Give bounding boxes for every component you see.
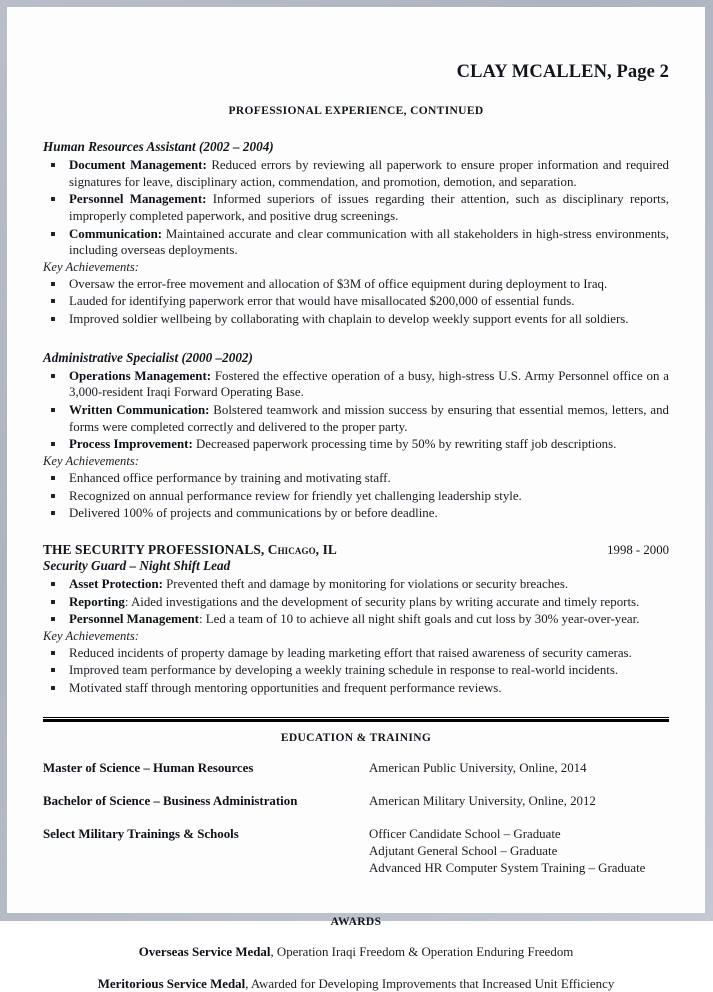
- bullet-lead-label: Process Improvement:: [69, 437, 193, 452]
- list-item: Reduced incidents of property damage by leading marketing effort that raised awareness of security cameras.: [43, 645, 669, 662]
- key-achievements-list: [43, 276, 669, 328]
- key-achievements-list: [43, 645, 669, 697]
- bullet-lead-label: Document Management:: [69, 158, 207, 172]
- list-item: Improved soldier wellbeing by collaborating with chaplain to develop weekly support events for all soldiers.: [43, 311, 669, 328]
- bullet-lead-label: Reporting: [69, 594, 125, 609]
- education-section: [43, 732, 669, 878]
- bullet-text: Reduced errors by reviewing all paperwork to ensure proper information and required signatures for leave, disciplinary action, commendation, and promotion, demotion, and separation.: [69, 158, 669, 189]
- bullet-lead-label: Written Communication:: [69, 403, 210, 418]
- job-title: Human Resources Assistant (2002 – 2004): [43, 139, 274, 154]
- award-description: , Operation Iraqi Freedom & Operation Enduring Freedom: [270, 944, 574, 959]
- bullet-lead-label: Personnel Management:: [69, 192, 207, 207]
- job-entry-human-resources-assistant: [43, 139, 669, 328]
- education-institution: [369, 793, 669, 810]
- section-heading-awards: AWARDS: [330, 915, 382, 928]
- bullet-lead-label: Personnel Management: [69, 612, 199, 627]
- job-title: Administrative Specialist (2000 –2002): [43, 349, 253, 365]
- education-degree: Bachelor of Science – Business Administration: [43, 793, 298, 808]
- employer-row: [43, 542, 669, 558]
- page-title: CLAY MCALLEN, Page 2: [456, 62, 669, 82]
- list-item: [43, 191, 669, 224]
- job-entry-administrative-specialist: [43, 350, 669, 522]
- job-title: Security Guard – Night Shift Lead: [43, 557, 231, 573]
- education-row: [43, 826, 669, 877]
- list-item: Lauded for identifying paperwork error that would have misallocated $200,000 of essential funds.: [43, 293, 669, 310]
- education-detail: American Military University, Online, 2012: [369, 793, 596, 808]
- education-row: [43, 760, 669, 777]
- education-detail: Officer Candidate School – Graduate: [369, 827, 561, 842]
- list-item: [43, 368, 669, 401]
- bullet-text: Bolstered teamwork and mission success by ensuring that essential memos, letters, and forms were completed correctly and delivered to the proper party.: [69, 403, 670, 434]
- employer-company: THE SECURITY PROFESSIONALS,: [43, 541, 268, 557]
- award-medal-name: Meritorious Service Medal: [97, 976, 246, 991]
- job-responsibility-list: [43, 576, 669, 628]
- education-institution: [369, 760, 669, 777]
- bullet-text: : Aided investigations and the development of security plans by writing accurate and timely reports.: [124, 594, 640, 609]
- list-item: [43, 611, 669, 628]
- employer-location: Chicago, IL: [267, 541, 337, 557]
- bullet-lead-label: Communication:: [69, 226, 163, 241]
- bullet-text: Informed superiors of issues regarding their attention, such as disciplinary reports, improperly completed paperwork, and positive drug screenings.: [69, 192, 669, 223]
- list-item: Recognized on annual performance review for friendly yet challenging leadership style.: [43, 488, 669, 505]
- list-item: [43, 576, 669, 593]
- key-achievements-label: Key Achievements:: [43, 628, 139, 643]
- key-achievements-label: Key Achievements:: [43, 259, 139, 274]
- education-detail: American Public University, Online, 2014: [369, 760, 587, 775]
- award-description: , Awarded for Developing Improvements that Increased Unit Efficiency: [245, 976, 615, 991]
- bullet-text: Fostered the effective operation of a busy, high-stress U.S. Army Personnel office on a 3,000-resident Iraqi Forward Operating Base.: [69, 368, 669, 400]
- bullet-text: Decreased paperwork processing time by 50% by rewriting staff job descriptions.: [192, 437, 617, 452]
- bullet-lead-label: Operations Management:: [69, 368, 212, 383]
- bullet-text: : Led a team of 10 to achieve all night shift goals and cut loss by 30% year-over-year.: [198, 612, 640, 627]
- bullet-text: Prevented theft and damage by monitoring for violations or security breaches.: [162, 576, 569, 591]
- education-detail: Advanced HR Computer System Training – Graduate: [369, 861, 646, 876]
- employer-name: [43, 542, 337, 558]
- job-responsibility-list: [43, 157, 669, 259]
- education-training-list: [369, 826, 669, 877]
- bullet-text: Maintained accurate and clear communication with all stakeholders in high-stress environments, including overseas deployments.: [69, 226, 669, 258]
- list-item: [43, 226, 669, 259]
- job-entry-security-professionals: [43, 542, 669, 697]
- job-responsibility-list: [43, 368, 669, 453]
- section-heading-education: EDUCATION & TRAINING: [280, 731, 432, 744]
- list-item: Enhanced office performance by training and motivating staff.: [43, 470, 669, 487]
- key-achievements-label: Key Achievements:: [43, 453, 139, 468]
- section-heading-professional-experience: PROFESSIONAL EXPERIENCE, CONTINUED: [228, 105, 484, 117]
- resume-page: [7, 7, 705, 991]
- list-item: Motivated staff through mentoring opportunities and frequent performance reviews.: [43, 680, 669, 697]
- list-item: [43, 594, 669, 611]
- award-item: [43, 977, 669, 992]
- education-detail: Adjutant General School – Graduate: [369, 844, 558, 859]
- list-item: Improved team performance by developing a weekly training schedule in response to real-world incidents.: [43, 662, 669, 679]
- list-item: [43, 436, 669, 453]
- award-item: [43, 945, 669, 960]
- key-achievements-list: [43, 470, 669, 522]
- employment-date-range: 1998 - 2000: [607, 542, 669, 557]
- bullet-lead-label: Asset Protection:: [69, 576, 163, 591]
- list-item: Oversaw the error-free movement and allocation of $3M of office equipment during deployment to Iraq.: [43, 276, 669, 293]
- list-item: Delivered 100% of projects and communications by or before deadline.: [43, 505, 669, 522]
- section-divider: [43, 717, 669, 722]
- education-degree: Select Military Trainings & Schools: [43, 827, 239, 842]
- education-row: [43, 793, 669, 810]
- education-degree: Master of Science – Human Resources: [43, 760, 254, 775]
- list-item: [43, 157, 669, 190]
- award-medal-name: Overseas Service Medal: [138, 944, 271, 959]
- awards-section: [43, 916, 669, 992]
- list-item: [43, 402, 669, 435]
